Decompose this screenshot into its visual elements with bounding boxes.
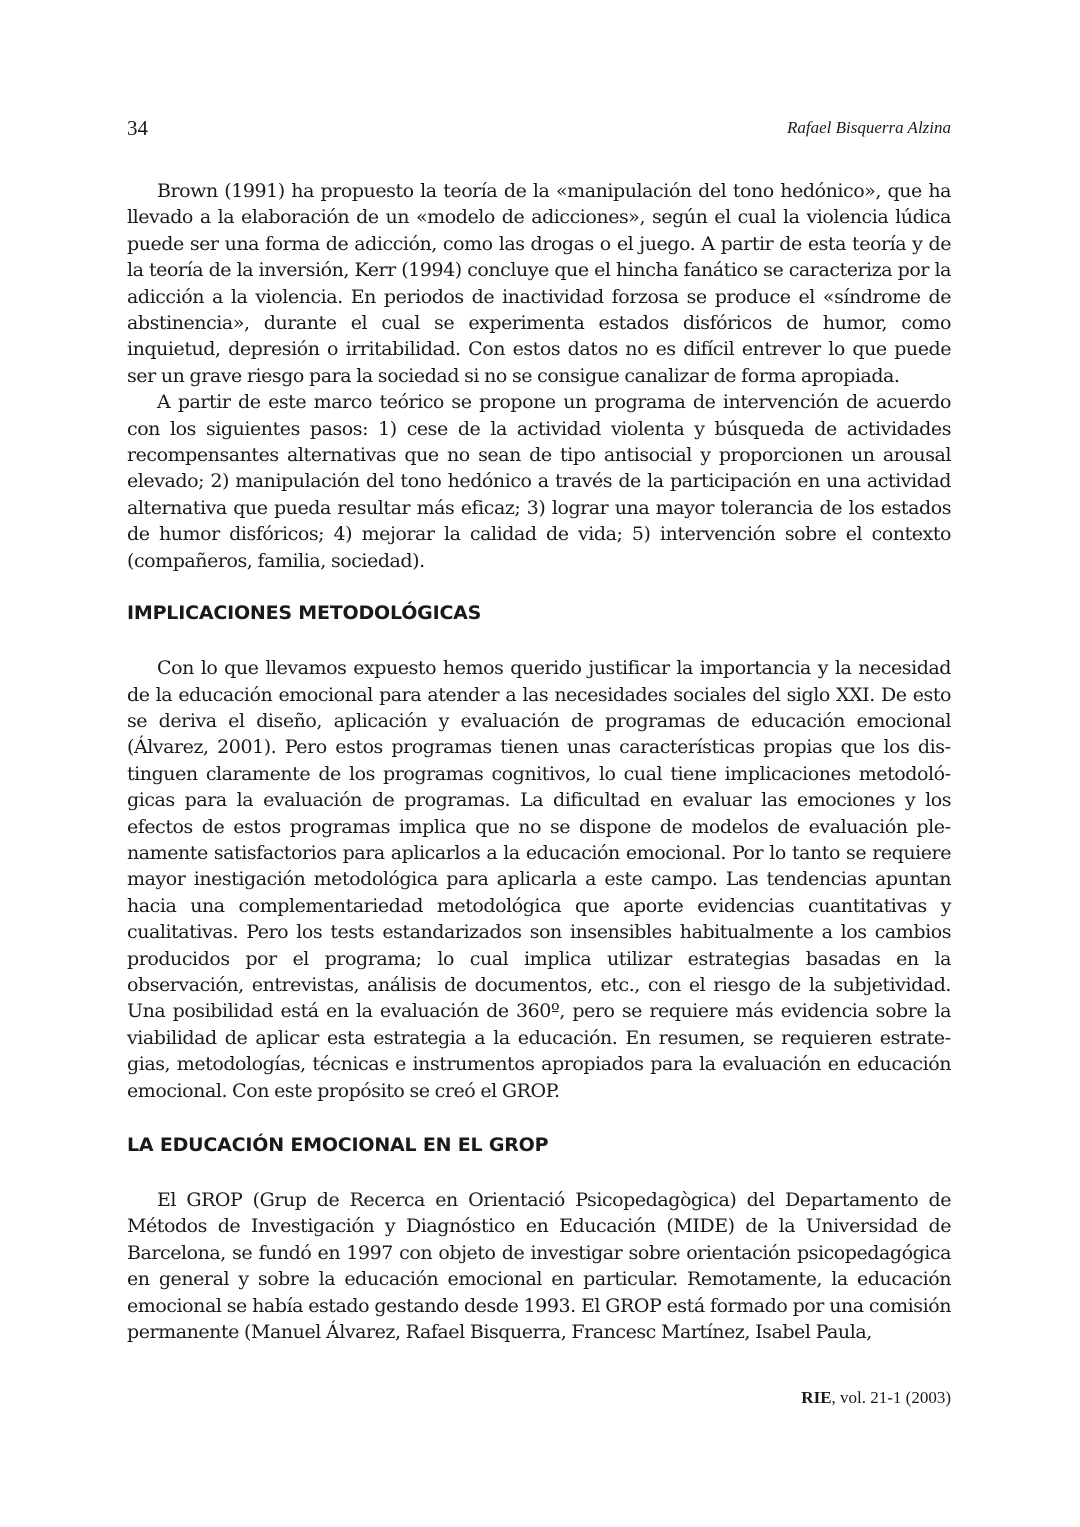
running-head: Rafael Bisquerra Alzina [786, 118, 951, 137]
journal-name: RIE [801, 1388, 832, 1407]
section-heading-methodological-implications: IMPLICACIONES METODOLÓGICAS [127, 602, 482, 625]
paragraph-4: El GROP (Grup de Recerca en Orientació Psicopedagògica) del Departamento de Métodos de Investigación y Diagnóstico en Educación (MIDE) de la Universidad de Barcelona, se fundó en 1997 con objeto de investigar sobre orientación psicopedagógica en general y sobre la educación emocional en particular. Remotamente, la educación emocional se había estado gestando desde 1993. El GROP está formado por una comisión permanente (Manuel Álvarez, Rafael Bisquerra, Francesc Martínez, Isabel Paula, [127, 1189, 951, 1344]
paragraph-1: Brown (1991) ha propuesto la teoría de la «manipulación del tono hedónico», que ha llevado a la elaboración de un «modelo de adicciones», según el cual la violencia lúdica puede ser una forma de adicción, como las drogas o el juego. A partir de esta teoría y de la teoría de la inversión, Kerr (1994) concluye que el hincha fanático se caracteriza por la adicción a la violencia. En periodos de inactividad forzosa se produce el «síndrome de abstinencia», durante el cual se experimenta estados disfóricos de humor, como inquietud, depresión o irritabilidad. Con estos datos no es difícil entrever lo que puede ser un grave riesgo para la sociedad si no se consigue canalizar de forma apropiada. [127, 180, 951, 387]
paragraph-2: A partir de este marco teórico se propone un programa de intervención de acuerdo con los siguientes pasos: 1) cese de la actividad violenta y búsqueda de actividades recompensantes alternativas que no sean de tipo antisocial y proporcionen un arousal elevado; 2) manipulación del tono hedónico a través de la participación en una actividad alternativa que pueda resultar más eficaz; 3) lograr una mayor tolerancia de los estados de humor disfóricos; 4) mejorar la calidad de vida; 5) intervención sobre el contexto (compañeros, familia, sociedad). [127, 391, 951, 572]
page-number: 34 [127, 116, 148, 140]
journal-citation: , vol. 21-1 (2003) [831, 1388, 951, 1407]
page-header [127, 116, 951, 144]
page-footer [801, 1388, 951, 1408]
section-heading-emotional-education-grop: LA EDUCACIÓN EMOCIONAL EN EL GROP [127, 1134, 549, 1156]
body-text [127, 178, 951, 1345]
paragraph-3: Con lo que llevamos expuesto hemos querido justificar la importancia y la necesidad de la educación emocional para atender a las necesidades sociales del siglo XXI. De esto se deriva el diseño, aplicación y evaluación de programas de educación emocional (Álvarez, 2001). Pero estos programas tienen unas características propias que los distinguen claramente de los programas cognitivos, lo cual tiene implicaciones metodológicas para la evaluación de programas. La dificultad en evaluar las emociones y los efectos de estos programas implica que no se dispone de modelos de evaluación plenamente satisfactorios para aplicarlos a la educación emocional. Por lo tanto se requiere mayor inestigación metodológica para aplicarla a este campo. Las tendencias apuntan hacia una complementariedad metodológica que aporte evidencias cuantitativas y cualitativas. Pero los tests estandarizados son insensibles habitualmente a los cambios producidos por el programa; lo cual implica utilizar estrategias basadas en la observación, entrevistas, análisis de documentos, etc., con el riesgo de la subjetividad. Una posibilidad está en la evaluación de 360º, pero se requiere más evidencia sobre la viabilidad de aplicar esta estrategia a la educación. En resumen, se requieren estrategias, metodologías, técnicas e instrumentos apropiados para la evaluación en educación emocional. Con este propósito se creó el GROP. [127, 657, 951, 1102]
